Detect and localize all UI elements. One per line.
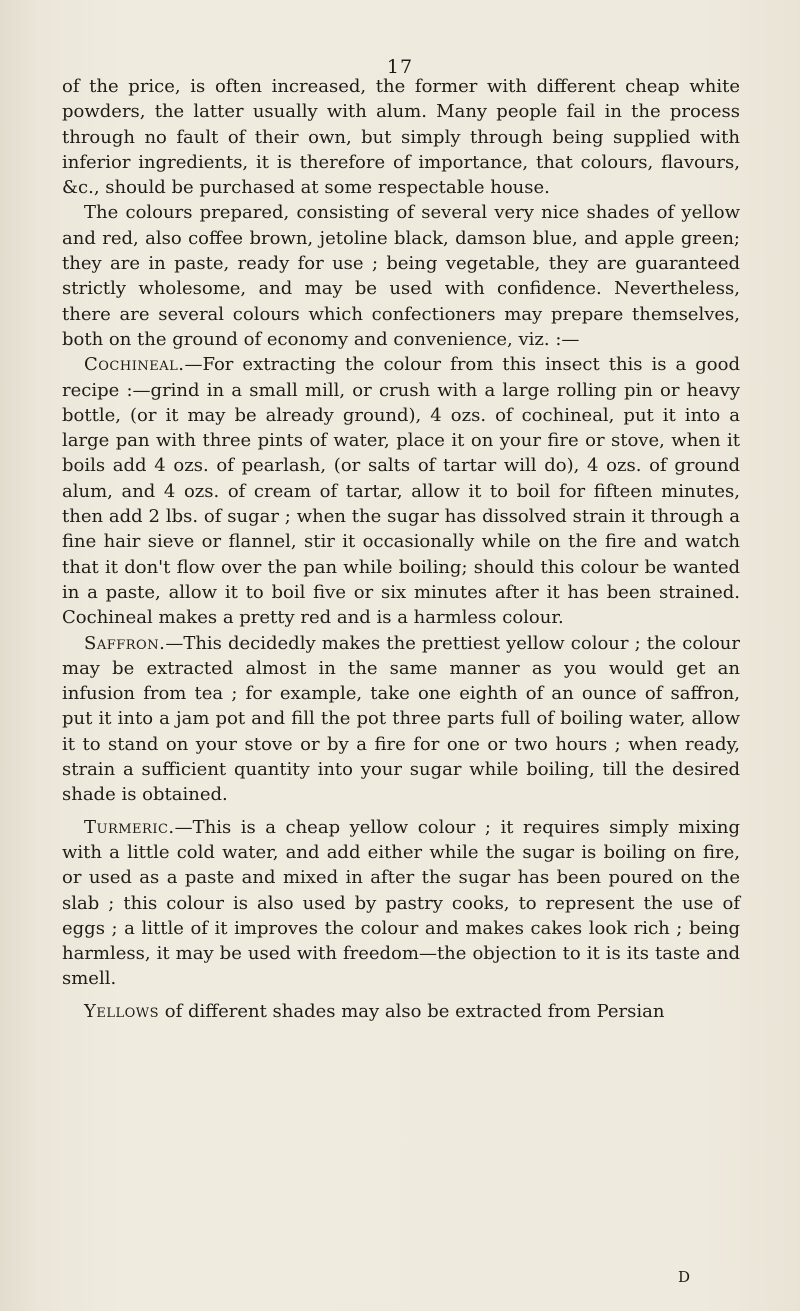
- paragraph-text: of different shades may also be extracted from Persian: [159, 1000, 665, 1022]
- paragraph-cochineal: [62, 352, 740, 630]
- paragraph-saffron: [62, 631, 740, 808]
- paragraph-text: —This is a cheap yellow colour ; it requires simply mixing with a little cold water, and add either while the sugar is boiling on fire, or used as a paste and mixed in after the sugar has been poured on the slab ; this colour is also used by pastry cooks, to represent the use of eggs ; a little of it improves the colour and makes cakes look rich ; being harmless, it may be used with freedom—the objection to it is its taste and smell.: [62, 816, 740, 990]
- section-heading-yellows: Yellows: [84, 1000, 160, 1022]
- paragraph-colours-prepared: [62, 200, 740, 352]
- paragraph-text: of the price, is often increased, the former with different cheap white powders, the latter usually with alum. Many people fail in the process through no fault of their own, but simply through being supplied with inferior ingredients, it is therefore of importance, that colours, flavours, &c., should be purchased at some respectable house.: [62, 76, 740, 199]
- paragraph-text: The colours prepared, consisting of several very nice shades of yellow and red, also coffee brown, jetoline black, damson blue, and apple green; they are in paste, ready for use ; being vegetable, they are guaranteed strictly wholesome, and may be used with confidence. Nevertheless, there are several colours which confectioners may prepare themselves, both on the ground of economy and convenience, viz. :—: [62, 202, 740, 350]
- page-number: 17: [386, 56, 414, 78]
- signature-mark: D: [678, 1268, 691, 1286]
- paragraph-turmeric: [62, 815, 740, 992]
- paragraph-text: —This decidedly makes the prettiest yellow colour ; the colour may be extracted almost in the same manner as you would get an infusion from tea ; for example, take one eighth of an ounce of saffron, put it into a jam pot and fill the pot three parts full of boiling water, allow it to stand on your stove or by a fire for one or two hours ; when ready, strain a sufficient quantity into your sugar while boiling, till the desired shade is obtained.: [62, 632, 740, 806]
- section-heading-turmeric: Turmeric.: [84, 816, 175, 838]
- paragraph-price-adulteration: [62, 74, 740, 200]
- section-heading-saffron: Saffron.: [84, 632, 166, 654]
- section-heading-cochineal: Cochineal.: [84, 354, 185, 376]
- paragraph-text: —For extracting the colour from this insect this is a good recipe :—grind in a small mill, or crush with a large rolling pin or heavy bottle, (or it may be already ground), 4 ozs. of cochineal, put it into a large pan with three pints of water, place it on your fire or stove, when it boils add 4 ozs. of pearlash, (or salts of tartar will do), 4 ozs. of ground alum, and 4 ozs. of cream of tartar, allow it to boil for fifteen minutes, then add 2 lbs. of sugar ; when the sugar has dissolved strain it through a fine hair sieve or flannel, stir it occasionally while on the fire and watch that it don't flow over the pan while boiling; should this colour be wanted in a paste, allow it to boil five or six minutes after it has been strained. Cochineal makes a pretty red and is a harmless colour.: [62, 354, 740, 629]
- body-text: [62, 74, 740, 1024]
- paragraph-yellows: [62, 999, 740, 1024]
